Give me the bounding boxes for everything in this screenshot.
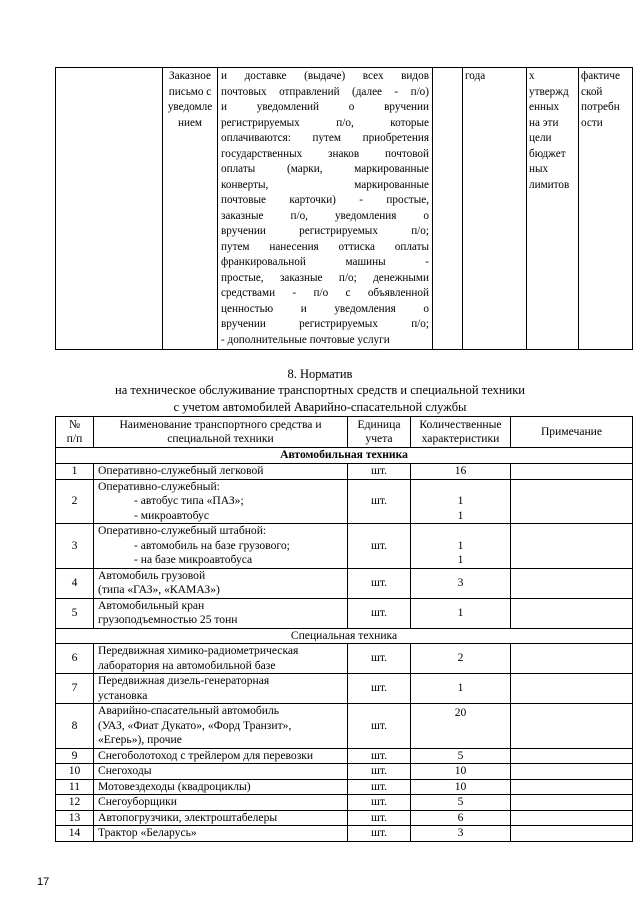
row-num: 8 <box>56 704 94 749</box>
row-unit: шт. <box>348 764 411 780</box>
row-note <box>511 795 633 811</box>
row-num: 5 <box>56 598 94 628</box>
table-row <box>56 826 633 842</box>
row-num: 2 <box>56 479 94 524</box>
row-note <box>511 479 633 524</box>
actual-need-cell: фактиче ской потребн ости <box>579 68 633 350</box>
row-name: Передвижная дизель-генераторная установка <box>94 674 348 704</box>
vehicle-norm-table <box>55 416 633 842</box>
table-row <box>56 479 633 524</box>
row-unit: шт. <box>348 826 411 842</box>
row-name: Снегоуборщики <box>94 795 348 811</box>
row-name: Мотовездеходы (квадроциклы) <box>94 779 348 795</box>
row-num: 4 <box>56 568 94 598</box>
row-name: Автомобильный кран грузоподъемностью 25 тонн <box>94 598 348 628</box>
row-note <box>511 524 633 569</box>
row-num: 13 <box>56 810 94 826</box>
row-qty: 3 <box>411 826 511 842</box>
row-unit: шт. <box>348 704 411 749</box>
row-qty: 20 <box>411 704 511 749</box>
row-unit: шт. <box>348 598 411 628</box>
item-description-cell: и доставке (выдаче) всех видов почтовых отправлений (далее - п/о) и уведомлений о вручении регистрируемых п/о, которые оплачиваются: путем приобретения государственных знаков почтовой оплаты (марки, маркированные конверты, маркированные почтовые карточки) - простые, заказные п/о, уведомления о вручении регистрируемых п/о; путем нанесения оттиска оплаты франкировальной машины - простые, заказные п/о; денежными средствами - п/о с объявленной ценностью и уведомления о вручении регистрируемых п/о; - дополнительные почтовые услуги <box>218 68 433 350</box>
section-title: 8. Норматив <box>287 367 353 381</box>
row-unit: шт. <box>348 674 411 704</box>
limits-cell: х утвержд енных на эти цели бюджет ных лимитов <box>527 68 579 350</box>
table-row <box>56 598 633 628</box>
row-unit: шт. <box>348 524 411 569</box>
table-row <box>56 568 633 598</box>
row-qty: 5 <box>411 795 511 811</box>
row-unit: шт. <box>348 779 411 795</box>
row-qty: 10 <box>411 779 511 795</box>
table-row <box>56 810 633 826</box>
row-unit: шт. <box>348 463 411 479</box>
year-cell: года <box>463 68 527 350</box>
col-header-num: № п/п <box>56 417 94 448</box>
row-unit: шт. <box>348 644 411 674</box>
row-num: 11 <box>56 779 94 795</box>
table-row <box>56 748 633 764</box>
section-row <box>56 628 633 644</box>
table-row <box>56 463 633 479</box>
empty-cell <box>56 68 163 350</box>
row-num: 7 <box>56 674 94 704</box>
page-number: 17 <box>37 876 50 888</box>
budget-continuation-table <box>55 67 633 350</box>
section-row <box>56 448 633 464</box>
row-unit: шт. <box>348 479 411 524</box>
table-row <box>56 524 633 569</box>
row-note <box>511 463 633 479</box>
table-row <box>56 779 633 795</box>
row-unit: шт. <box>348 810 411 826</box>
row-qty: 1 <box>411 598 511 628</box>
col-header-unit: Единица учета <box>348 417 411 448</box>
row-num: 10 <box>56 764 94 780</box>
row-name: Аварийно-спасательный автомобиль (УАЗ, «Фиат Дукато», «Форд Транзит», «Егерь»), прочие <box>94 704 348 749</box>
row-num: 3 <box>56 524 94 569</box>
row-name: Оперативно-служебный: - автобус типа «ПАЗ»; - микроавтобус <box>94 479 348 524</box>
row-name: Снегоболотоход с трейлером для перевозки <box>94 748 348 764</box>
section-special: Специальная техника <box>56 628 633 644</box>
row-unit: шт. <box>348 568 411 598</box>
row-note <box>511 764 633 780</box>
row-note <box>511 748 633 764</box>
row-name: Трактор «Беларусь» <box>94 826 348 842</box>
item-type-cell: Заказное письмо с уведомле нием <box>163 68 218 350</box>
col-header-name: Наименование транспортного средства и специальной техники <box>94 417 348 448</box>
row-qty: 2 <box>411 644 511 674</box>
row-qty: 16 <box>411 463 511 479</box>
row-note <box>511 826 633 842</box>
table-row <box>56 764 633 780</box>
table-header-row <box>56 417 633 448</box>
row-name: Оперативно-служебный штабной: - автомобиль на базе грузового; - на базе микроавтобуса <box>94 524 348 569</box>
col-header-qty: Количественные характеристики <box>411 417 511 448</box>
row-name: Оперативно-служебный легковой <box>94 463 348 479</box>
row-note <box>511 810 633 826</box>
row-num: 1 <box>56 463 94 479</box>
row-qty: 10 <box>411 764 511 780</box>
row-note <box>511 704 633 749</box>
row-qty: 5 <box>411 748 511 764</box>
row-name: Автопогрузчики, электроштабелеры <box>94 810 348 826</box>
empty-cell <box>433 68 463 350</box>
row-qty: 3 <box>411 568 511 598</box>
col-header-note: Примечание <box>511 417 633 448</box>
table-row <box>56 68 633 350</box>
row-num: 6 <box>56 644 94 674</box>
table-row <box>56 644 633 674</box>
row-name: Передвижная химико-радиометрическая лаборатория на автомобильной базе <box>94 644 348 674</box>
row-qty: 1 1 <box>411 524 511 569</box>
row-num: 14 <box>56 826 94 842</box>
row-num: 9 <box>56 748 94 764</box>
row-unit: шт. <box>348 748 411 764</box>
section-auto: Автомобильная техника <box>56 448 633 464</box>
row-name: Автомобиль грузовой (типа «ГАЗ», «КАМАЗ») <box>94 568 348 598</box>
table-row <box>56 795 633 811</box>
row-unit: шт. <box>348 795 411 811</box>
row-note <box>511 644 633 674</box>
row-note <box>511 674 633 704</box>
section-subtitle: на техническое обслуживание транспортных средств и специальной техники <box>115 383 525 397</box>
table-row <box>56 704 633 749</box>
row-num: 12 <box>56 795 94 811</box>
row-note <box>511 598 633 628</box>
row-qty: 1 1 <box>411 479 511 524</box>
row-name: Снегоходы <box>94 764 348 780</box>
row-qty: 1 <box>411 674 511 704</box>
row-qty: 6 <box>411 810 511 826</box>
row-note <box>511 779 633 795</box>
table-row <box>56 674 633 704</box>
row-note <box>511 568 633 598</box>
section-subtitle-2: с учетом автомобилей Аварийно-спасательной службы <box>173 400 467 414</box>
